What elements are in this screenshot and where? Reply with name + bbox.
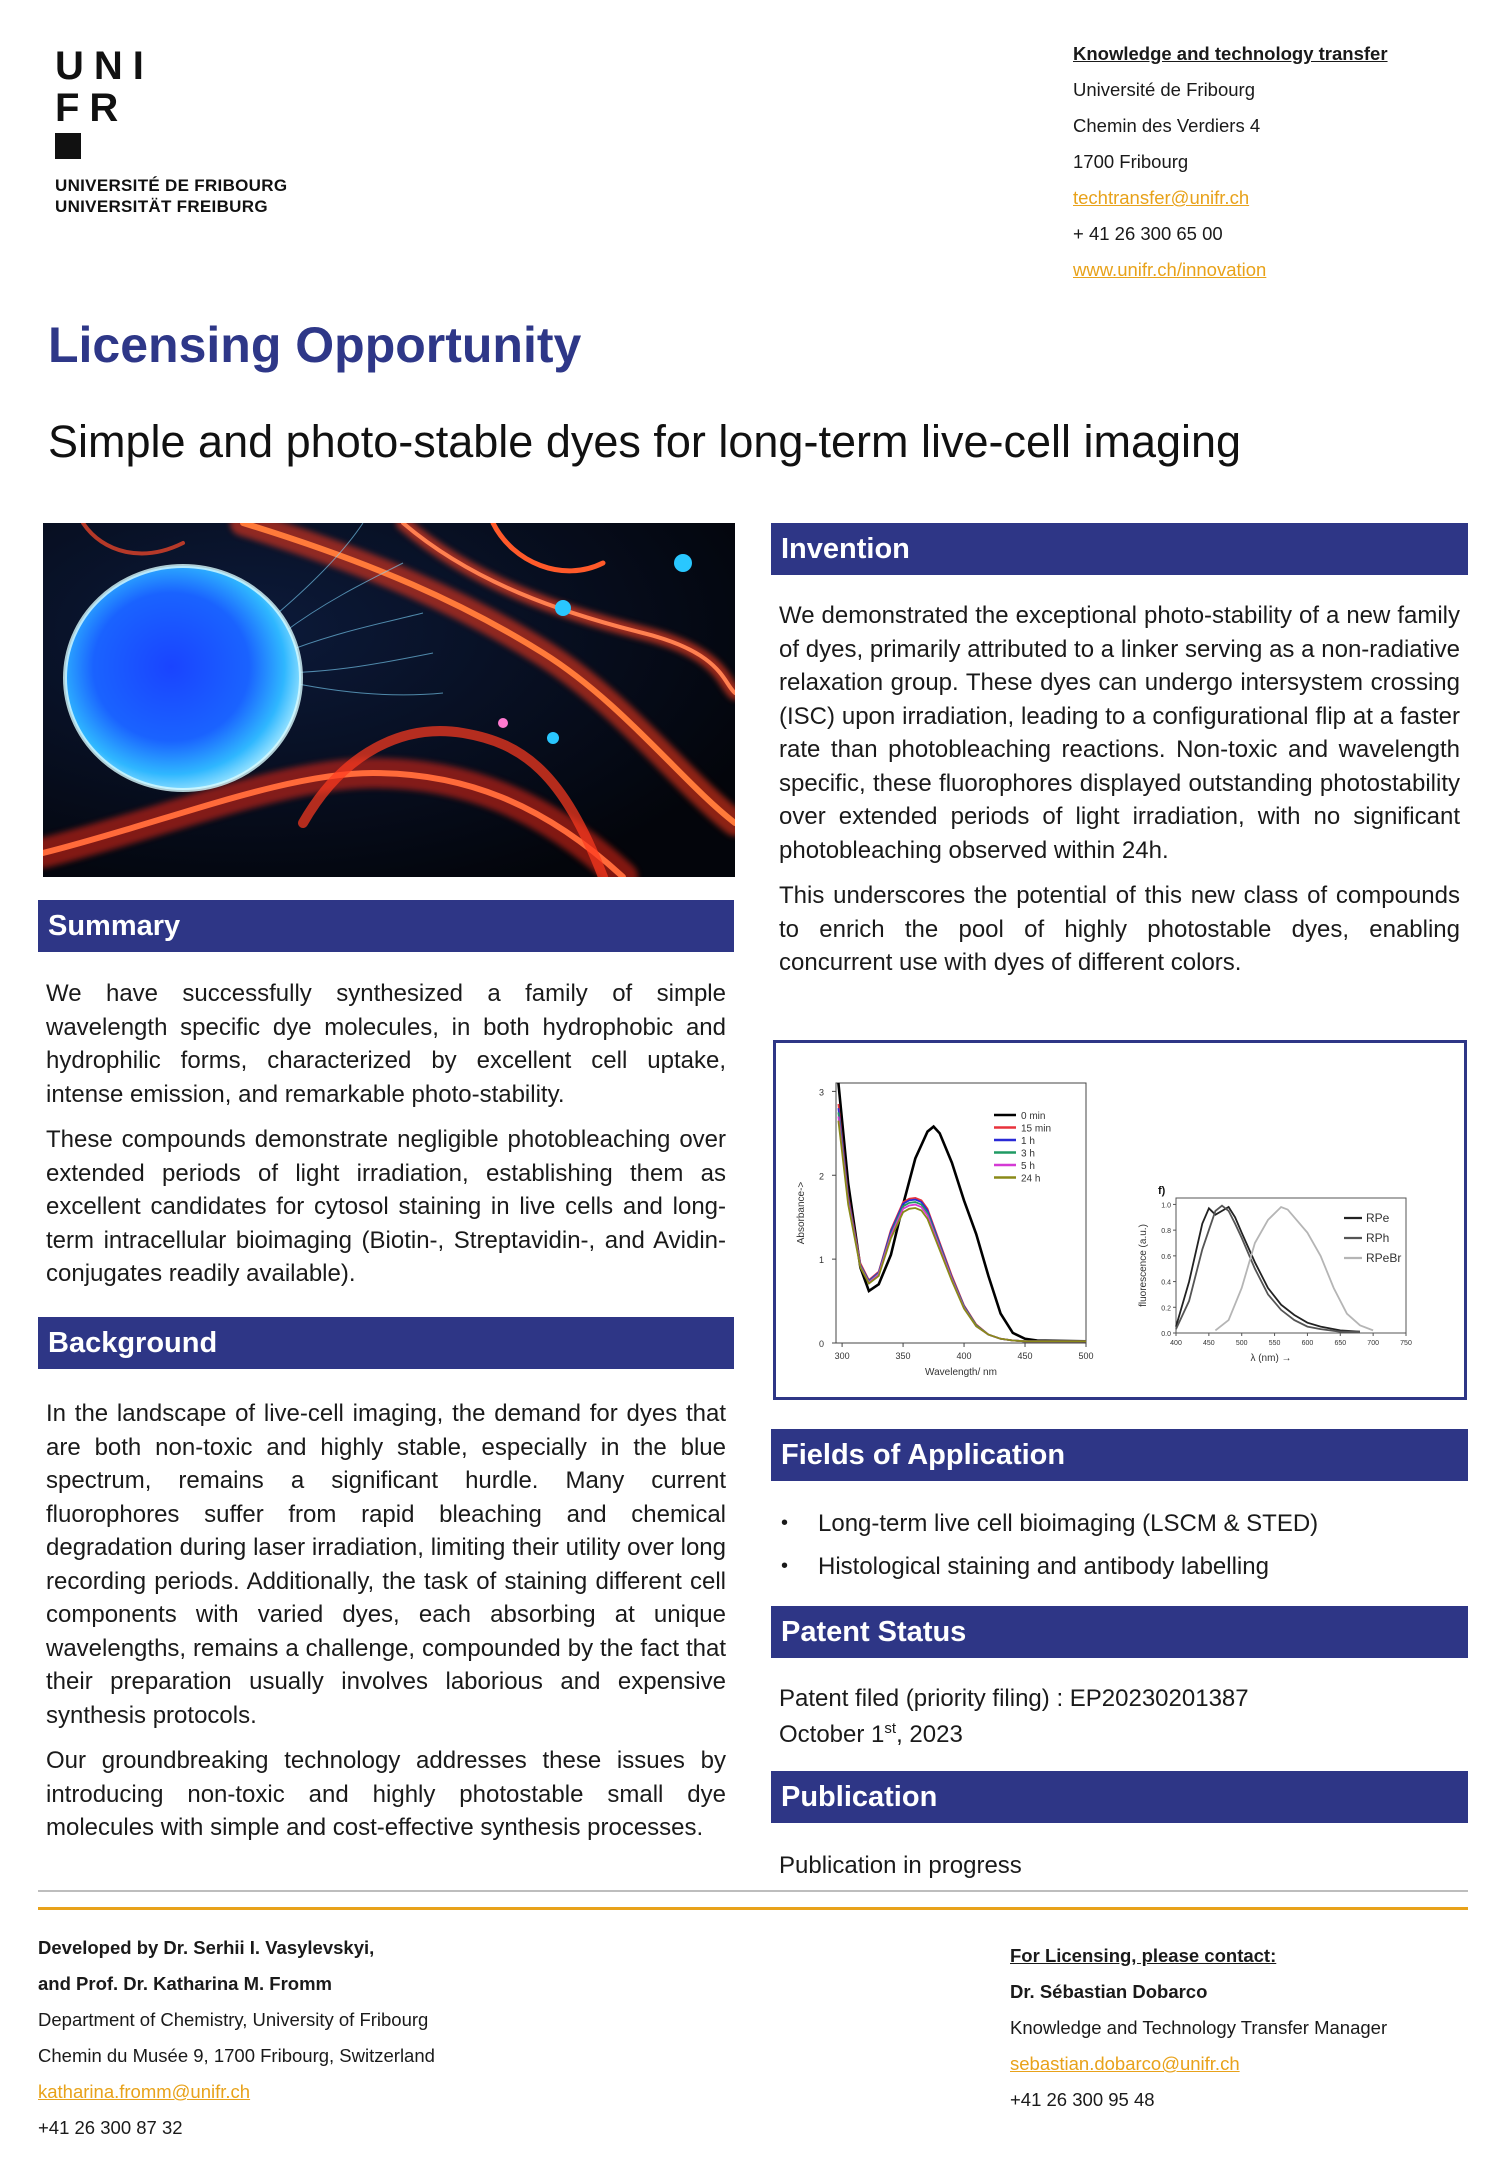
summary-text — [46, 977, 726, 1303]
footer-licensing-contact — [1010, 1938, 1470, 2118]
footer-divider-grey — [38, 1890, 1468, 1892]
absorbance-y-tick-label: 0 — [818, 1339, 824, 1349]
fluorescence-x-tick-label: 500 — [1235, 1340, 1248, 1347]
contact-title: Knowledge and technology transfer — [1073, 43, 1388, 64]
results-chart-svg — [776, 1043, 1464, 1397]
fluorescence-x-tick-label: 750 — [1400, 1340, 1412, 1347]
absorbance-series-line — [838, 1117, 1086, 1342]
absorbance-x-axis-label: Wavelength/ nm — [925, 1367, 997, 1378]
absorbance-series-line — [838, 1112, 1086, 1341]
list-item: • Long-term live cell bioimaging (LSCM & STED) — [779, 1502, 1460, 1545]
fluorescence-x-tick-label: 700 — [1367, 1340, 1379, 1347]
logo-name-de: UNIVERSITÄT FREIBURG — [55, 197, 268, 216]
licensing-phone: +41 26 300 95 48 — [1010, 2089, 1155, 2110]
publication-text: Publication in progress — [779, 1852, 1022, 1879]
absorbance-x-tick-label: 500 — [1078, 1351, 1094, 1361]
licensing-role: Knowledge and Technology Transfer Manager — [1010, 2017, 1388, 2038]
absorbance-y-tick-label: 2 — [818, 1171, 824, 1182]
logo-fr: FR — [55, 86, 129, 130]
absorbance-series-line — [838, 1121, 1086, 1342]
absorbance-plot-frame — [836, 1083, 1086, 1343]
absorbance-y-axis-label: Absorbance-> — [796, 1181, 807, 1245]
absorbance-x-tick-label: 450 — [1017, 1351, 1033, 1361]
patent-date-prefix: October 1 — [779, 1721, 885, 1748]
patent-text — [779, 1684, 1460, 1750]
hero-cell-illustration — [43, 523, 735, 877]
fluorescence-x-tick-label: 600 — [1301, 1340, 1314, 1347]
fluorescence-legend-label: RPh — [1366, 1231, 1390, 1245]
contact-email-link[interactable]: techtransfer@unifr.ch — [1073, 187, 1250, 208]
list-item: • Histological staining and antibody labelling — [779, 1545, 1460, 1588]
patent-date-sup: st — [884, 1720, 897, 1737]
fluorescence-y-tick-label: 0.6 — [1161, 1253, 1171, 1261]
fluorescence-y-tick-label: 0.8 — [1161, 1228, 1171, 1236]
fluorescence-legend-label: RPeBr — [1366, 1251, 1402, 1265]
footer-divider-orange — [38, 1907, 1468, 1910]
hero-cell-image — [43, 523, 735, 877]
fluorescence-legend-label: RPe — [1366, 1211, 1390, 1225]
invention-paragraph: We demonstrated the exceptional photo-stability of a new family of dyes, primarily attributed to a linker serving as a non-radiative relaxation group. These dyes can undergo intersystem crossing (ISC) upon irradiation, leading to a configurational flip at a faster rate than photobleaching reactions. Non-toxic and wavelength specific, these fluorophores displayed outstanding photostability over extended periods of light irradiation, with no significant photobleaching observed within 24h. — [779, 602, 1460, 864]
summary-paragraph: We have successfully synthesized a family of simple wavelength specific dye molecules, in both hydrophobic and hydrophilic forms, characterized by excellent cell uptake, intense emission, and remarkable photo-stability. — [46, 980, 726, 1108]
patent-date-suffix: , 2023 — [896, 1721, 963, 1748]
fields-list — [779, 1502, 1460, 1588]
absorbance-y-tick-label: 1 — [818, 1255, 824, 1266]
fluorescence-series-line — [1176, 1206, 1360, 1332]
absorbance-legend-label: 15 min — [1021, 1123, 1052, 1135]
logo-name-fr: UNIVERSITÉ DE FRIBOURG — [55, 176, 288, 195]
fluorescence-x-tick-label: 650 — [1334, 1340, 1347, 1347]
developer-department: Department of Chemistry, University of Fribourg — [38, 2009, 429, 2030]
contact-line: Université de Fribourg — [1073, 79, 1255, 100]
contact-block-top — [1073, 36, 1473, 288]
contact-phone: + 41 26 300 65 00 — [1073, 223, 1223, 244]
fluorescence-y-tick-label: 0.0 — [1161, 1331, 1171, 1338]
section-background-heading: Background — [38, 1317, 734, 1369]
background-text — [46, 1397, 726, 1857]
absorbance-legend-label: 24 h — [1021, 1173, 1041, 1185]
fluorescence-x-axis-label: λ (nm) → — [1250, 1353, 1292, 1364]
fluorescence-panel-label: f) — [1158, 1185, 1166, 1197]
section-invention-heading: Invention — [771, 523, 1468, 575]
university-logo — [55, 45, 315, 217]
absorbance-x-tick-label: 400 — [956, 1351, 972, 1361]
licensing-name: Dr. Sébastian Dobarco — [1010, 1981, 1208, 2002]
section-summary-heading: Summary — [38, 900, 734, 952]
patent-filing: Patent filed (priority filing) : EP20230201387 — [779, 1685, 1249, 1712]
logo-square-icon — [55, 133, 81, 159]
developer-line: Developed by Dr. Serhii I. Vasylevskyi, — [38, 1937, 375, 1958]
footer-developers — [38, 1930, 638, 2146]
absorbance-x-tick-label: 350 — [895, 1351, 911, 1361]
absorbance-legend-label: 0 min — [1021, 1111, 1046, 1122]
absorbance-legend-label: 3 h — [1021, 1148, 1035, 1160]
fluorescence-x-tick-label: 400 — [1170, 1340, 1182, 1347]
invention-paragraph: This underscores the potential of this new class of compounds to enrich the pool of highly photostable dyes, enabling concurrent use with dyes of different colors. — [779, 882, 1460, 976]
absorbance-legend-label: 5 h — [1021, 1161, 1035, 1172]
background-paragraph: Our groundbreaking technology addresses these issues by introducing non-toxic and highly photostable small dye molecules with simple and cost-effective synthesis processes. — [46, 1747, 726, 1841]
patent-date — [779, 1714, 1460, 1750]
developer-address: Chemin du Musée 9, 1700 Fribourg, Switzerland — [38, 2045, 435, 2066]
fields-list-wrapper — [779, 1502, 1460, 1588]
developer-phone: +41 26 300 87 32 — [38, 2117, 183, 2138]
fluorescence-x-tick-label: 450 — [1203, 1340, 1215, 1347]
background-paragraph: In the landscape of live-cell imaging, the demand for dyes that are both non-toxic and highly stable, especially in the blue spectrum, remains a significant hurdle. Many current fluorophores suffer from rapid bleaching and chemical degradation during laser irradiation, limiting their utility over long recording periods. Additionally, the task of staining different cell components with varied dyes, each absorbing at unique wavelengths, remains a challenge, compounded by the fact that their preparation usually involves laborious and expensive synthesis protocols. — [46, 1400, 726, 1729]
absorbance-x-tick-label: 300 — [834, 1351, 850, 1361]
page-subtitle: Simple and photo-stable dyes for long-term live-cell imaging — [48, 416, 1242, 467]
logo-uni: UNI — [55, 44, 154, 88]
contact-line: 1700 Fribourg — [1073, 151, 1189, 172]
section-fields-heading: Fields of Application — [771, 1429, 1468, 1481]
fluorescence-y-tick-label: 0.2 — [1161, 1305, 1171, 1313]
licensing-email-link[interactable]: sebastian.dobarco@unifr.ch — [1010, 2053, 1240, 2074]
licensing-title: For Licensing, please contact: — [1010, 1945, 1277, 1966]
section-patent-heading: Patent Status — [771, 1606, 1468, 1658]
contact-web-link[interactable]: www.unifr.ch/innovation — [1073, 259, 1267, 280]
developer-line: and Prof. Dr. Katharina M. Fromm — [38, 1973, 332, 1994]
fluorescence-x-tick-label: 550 — [1268, 1340, 1281, 1347]
fluorescence-y-tick-label: 1.0 — [1161, 1202, 1171, 1210]
summary-paragraph: These compounds demonstrate negligible photobleaching over extended periods of light irradiation, establishing them as excellent candidates for cytosol staining in live cells and long-term intracellular bioimaging (Biotin-, Streptavidin-, and Avidin-conjugates readily available). — [46, 1126, 726, 1287]
developer-email-link[interactable]: katharina.fromm@unifr.ch — [38, 2081, 251, 2102]
absorbance-legend-label: 1 h — [1021, 1136, 1035, 1147]
fluorescence-series-line — [1176, 1207, 1360, 1332]
invention-text — [779, 599, 1460, 992]
section-publication-heading: Publication — [771, 1771, 1468, 1823]
page-title: Licensing Opportunity — [48, 317, 582, 373]
unifr-logo-mark — [55, 45, 315, 159]
fluorescence-y-tick-label: 0.4 — [1161, 1279, 1171, 1287]
contact-line: Chemin des Verdiers 4 — [1073, 115, 1261, 136]
absorbance-y-tick-label: 3 — [818, 1087, 824, 1098]
fluorescence-y-axis-label: fluorescence (a.u.) — [1138, 1224, 1149, 1307]
results-figure — [773, 1040, 1467, 1400]
